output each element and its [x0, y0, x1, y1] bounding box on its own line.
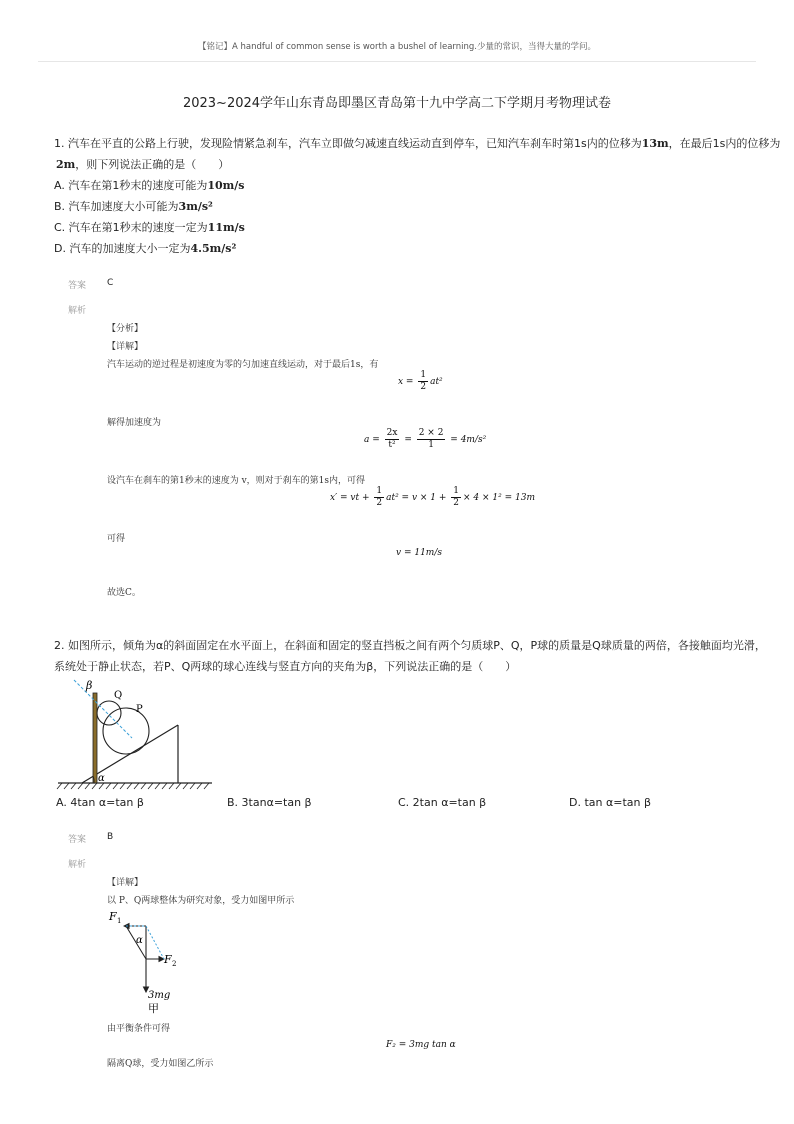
answer-label: 答案: [68, 835, 87, 845]
frac-denominator: 1: [428, 440, 434, 450]
option-math: 3m/s²: [178, 200, 213, 213]
weight-label: 3mg: [148, 990, 171, 1001]
q2-stem-line2: 系统处于静止状态，若P、Q两球的球心连线与竖直方向的夹角为β，下列说法正确的是（ ）: [54, 660, 517, 673]
f1-subscript: 1: [117, 917, 122, 925]
solution-text: 可得: [107, 534, 126, 544]
q1-stem-math: 2m: [56, 158, 76, 171]
frac-numerator: 1: [376, 486, 383, 496]
eq-text: =: [401, 435, 415, 445]
force-diagram-jia: [106, 906, 186, 1016]
q2-option-b[interactable]: B. 3tanα=tan β: [227, 796, 312, 809]
option-label: A. 汽车在第1秒末的速度可能为: [54, 179, 208, 192]
equation-3: [330, 486, 535, 509]
q1-option-d[interactable]: [54, 238, 236, 259]
option-math: 11m/s: [207, 221, 245, 234]
header-divider: [38, 61, 756, 62]
solution-text: 故选C。: [107, 588, 141, 598]
solution-tag: 【详解】: [107, 878, 144, 888]
q2-option-d[interactable]: D. tan α=tan β: [569, 796, 651, 809]
eq-text: at² = v × 1 +: [386, 493, 450, 503]
equation-2: [364, 428, 486, 451]
eq-text: = 4m/s²: [447, 435, 487, 445]
analysis-label: 解析: [68, 860, 87, 870]
figure-caption: 甲: [148, 1002, 159, 1015]
eq-text: a =: [364, 435, 383, 445]
motto-banner: 【铭记】A handful of common sense is worth a bushel of learning.少量的常识，当得大量的学问。: [198, 42, 596, 52]
solution-text: 汽车运动的逆过程是初速度为零的匀加速直线运动，对于最后1s，有: [107, 360, 379, 370]
eq-fraction: [451, 486, 461, 509]
solution-text: 以 P、Q两球整体为研究对象，受力如图甲所示: [107, 896, 295, 906]
alpha-label: α: [98, 773, 105, 784]
equation-q2-1: F₂ = 3mg tan α: [386, 1040, 456, 1050]
page-title: 2023~2024学年山东青岛即墨区青岛第十九中学高二下学期月考物理试卷: [182, 96, 612, 111]
answer-value: B: [107, 832, 114, 842]
eq-text: x =: [398, 377, 417, 387]
equation-1: [398, 370, 443, 393]
answer-value: C: [107, 278, 114, 288]
eq-fraction: [374, 486, 384, 509]
q1-stem-line2: [56, 154, 229, 175]
frac-denominator: 2: [376, 498, 383, 508]
f1-label: F: [109, 910, 117, 923]
answer-label: 答案: [68, 281, 87, 291]
q1-option-b[interactable]: [54, 196, 213, 217]
solution-text: 由平衡条件可得: [107, 1024, 171, 1034]
frac-numerator: 2 × 2: [418, 428, 444, 438]
q2-option-a[interactable]: A. 4tan α=tan β: [56, 796, 144, 809]
f2-label: F: [164, 953, 172, 966]
q2-option-c[interactable]: C. 2tan α=tan β: [398, 796, 487, 809]
option-math: 4.5m/s²: [190, 242, 237, 255]
frac-numerator: 1: [453, 486, 460, 496]
eq-text: x′ = vt +: [330, 493, 373, 503]
eq-fraction: [418, 370, 428, 393]
q2-stem-line1: 2. 如图所示，倾角为α的斜面固定在水平面上，在斜面和固定的竖直挡板之间有两个匀质球P、Q，P球的质量是Q球质量的两倍，各接触面均光滑，: [54, 639, 766, 652]
solution-text: 设汽车在刹车的第1秒末的速度为 v，则对于刹车的第1s内，可得: [107, 476, 366, 486]
beta-label: β: [86, 679, 93, 692]
solution-tag: 【详解】: [107, 342, 144, 352]
alpha-angle-label: α: [136, 935, 143, 946]
p-label: P: [136, 704, 143, 715]
frac-denominator: 2: [453, 498, 460, 508]
f2-subscript: 2: [172, 960, 177, 968]
eq-text: × 4 × 1² = 13m: [463, 493, 536, 503]
frac-numerator: 1: [420, 370, 427, 380]
incline-balls-figure: [56, 676, 216, 792]
analysis-label: 解析: [68, 306, 87, 316]
option-label: C. 汽车在第1秒末的速度一定为: [54, 221, 208, 234]
option-label: B. 汽车加速度大小可能为: [54, 200, 179, 213]
q1-stem-text: ，在最后1s内的位移为: [668, 137, 781, 150]
q-label: Q: [114, 690, 123, 701]
solution-tag: 【分析】: [107, 324, 144, 334]
frac-denominator: t²: [388, 440, 396, 450]
option-label: D. 汽车的加速度大小一定为: [54, 242, 191, 255]
solution-text: 解得加速度为: [107, 418, 162, 428]
frac-denominator: 2: [420, 382, 427, 392]
eq-fraction: [417, 428, 446, 451]
equation-4: v = 11m/s: [396, 548, 442, 558]
q1-stem-text: ，则下列说法正确的是（ ）: [75, 158, 230, 171]
q1-stem-text: 1. 汽车在平直的公路上行驶，发现险情紧急刹车，汽车立即做匀减速直线运动直到停车，已知汽车刹车时第1s内的位移为: [54, 137, 642, 150]
q1-stem-math: 13m: [641, 137, 669, 150]
q1-option-c[interactable]: [54, 217, 245, 238]
option-math: 10m/s: [207, 179, 245, 192]
solution-text: 隔离Q球，受力如图乙所示: [107, 1059, 214, 1069]
q1-option-a[interactable]: [54, 175, 245, 196]
q1-stem-line1: [54, 133, 780, 154]
frac-numerator: 2x: [386, 428, 398, 438]
eq-fraction: [385, 428, 400, 451]
eq-text: at²: [430, 377, 443, 387]
